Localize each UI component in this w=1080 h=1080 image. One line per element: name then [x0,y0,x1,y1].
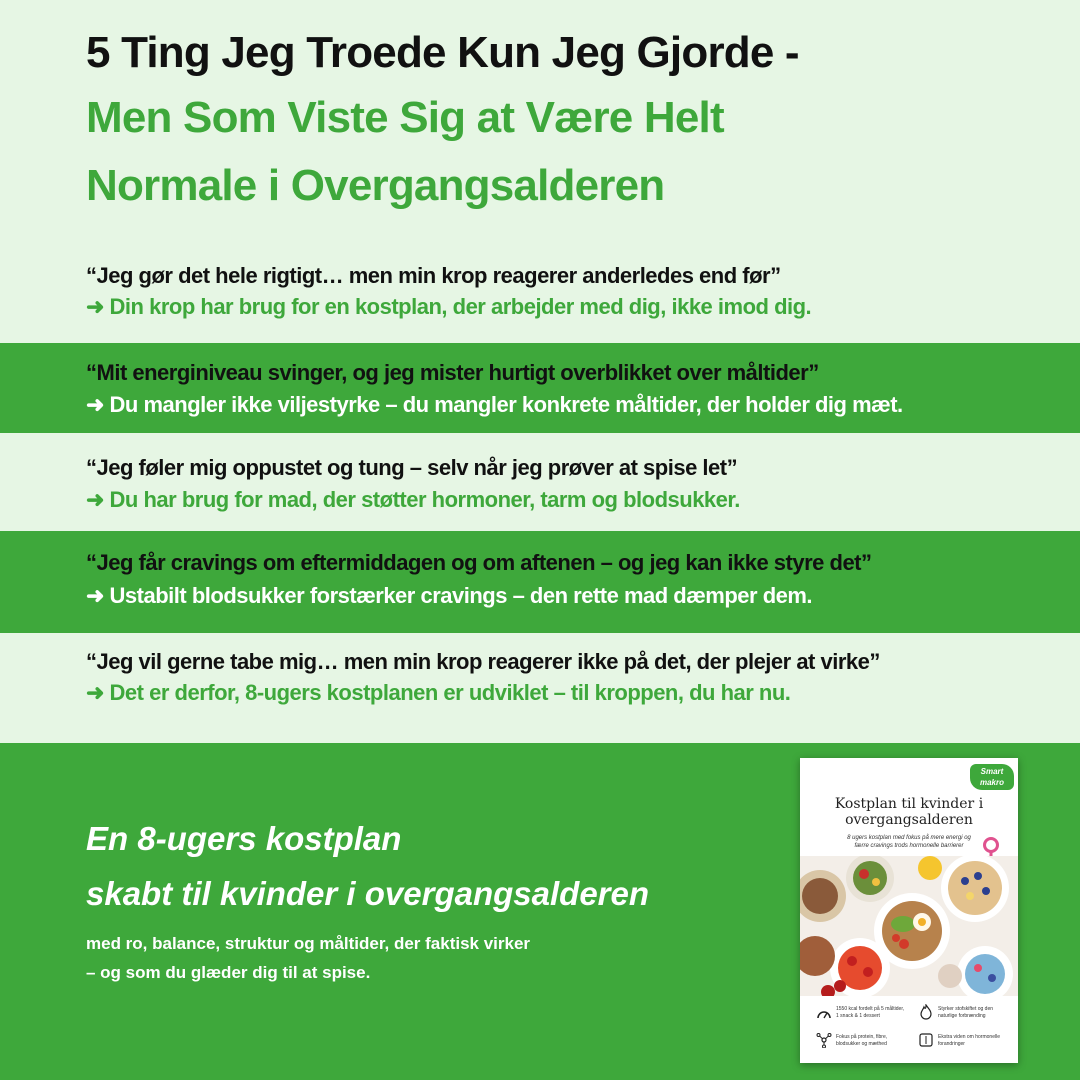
item-row-3 [0,433,1080,531]
flame-icon [918,1004,934,1020]
item-answer: ➜ Du mangler ikke viljestyrke – du mangler konkrete måltider, der holder dig mæt. [86,392,903,417]
title-block [86,22,1046,220]
feature-text: Styrker stofskiftet og den naturlige forbrænding [938,1006,994,1019]
footer-subtext-line-2: – og som du glæder dig til at spise. [86,963,371,982]
molecule-icon [816,1032,832,1048]
item-quote: “Jeg gør det hele rigtigt… men min krop reagerer anderledes end før” [86,263,781,288]
item-quote: “Jeg vil gerne tabe mig… men min krop reagerer ikke på det, der plejer at virke” [86,649,880,674]
item-quote: “Jeg føler mig oppustet og tung – selv når jeg prøver at spise let” [86,455,738,480]
brand-logo: Smart makro [970,764,1014,790]
title-line-3: Normale i Overgangsalderen [86,161,665,210]
book-icon [918,1032,934,1048]
item-row-1 [0,250,1080,342]
item-row-5 [0,633,1080,743]
item-row-4 [0,531,1080,633]
item-answer: ➜ Det er derfor, 8-ugers kostplanen er udviklet – til kroppen, du har nu. [86,680,791,705]
book-title: Kostplan til kvinder i overgangsalderen [834,796,984,828]
book-subtitle: 8 ugers kostplan med fokus på mere energi og færre cravings trods hormonelle barrierer [847,835,971,849]
item-answer: ➜ Din krop har brug for en kostplan, der arbejder med dig, ikke imod dig. [86,294,812,319]
footer-subtext [86,929,530,987]
title-line-1: 5 Ting Jeg Troede Kun Jeg Gjorde - [86,28,799,77]
scale-icon [816,1006,832,1022]
food-photo [800,856,1018,996]
title-line-2: Men Som Viste Sig at Være Helt [86,93,724,142]
item-answer: ➜ Du har brug for mad, der støtter hormoner, tarm og blodsukker. [86,487,740,512]
feature-text: Fokus på protein, fibre, blodsukker og mæthed [836,1034,888,1047]
feature-text: Ekstra viden om hormonelle forandringer [938,1034,1000,1047]
feature-text: 1550 kcal fordelt på 5 måltider, 1 snack & 1 dessert [836,1006,905,1019]
footer-headline [86,811,649,921]
footer-banner [0,743,1080,1080]
footer-subtext-line-1: med ro, balance, struktur og måltider, der faktisk virker [86,934,531,953]
item-row-2 [0,343,1080,433]
item-answer: ➜ Ustabilt blodsukker forstærker cravings – den rette mad dæmper dem. [86,583,813,608]
item-quote: “Jeg får cravings om eftermiddagen og om aftenen – og jeg kan ikke styre det” [86,550,872,575]
footer-headline-line-2: skabt til kvinder i overgangsalderen [86,875,650,912]
footer-headline-line-1: En 8-ugers kostplan [86,820,402,857]
item-quote: “Mit energiniveau svinger, og jeg mister hurtigt overblikket over måltider” [86,360,819,385]
book-cover [800,758,1018,1063]
